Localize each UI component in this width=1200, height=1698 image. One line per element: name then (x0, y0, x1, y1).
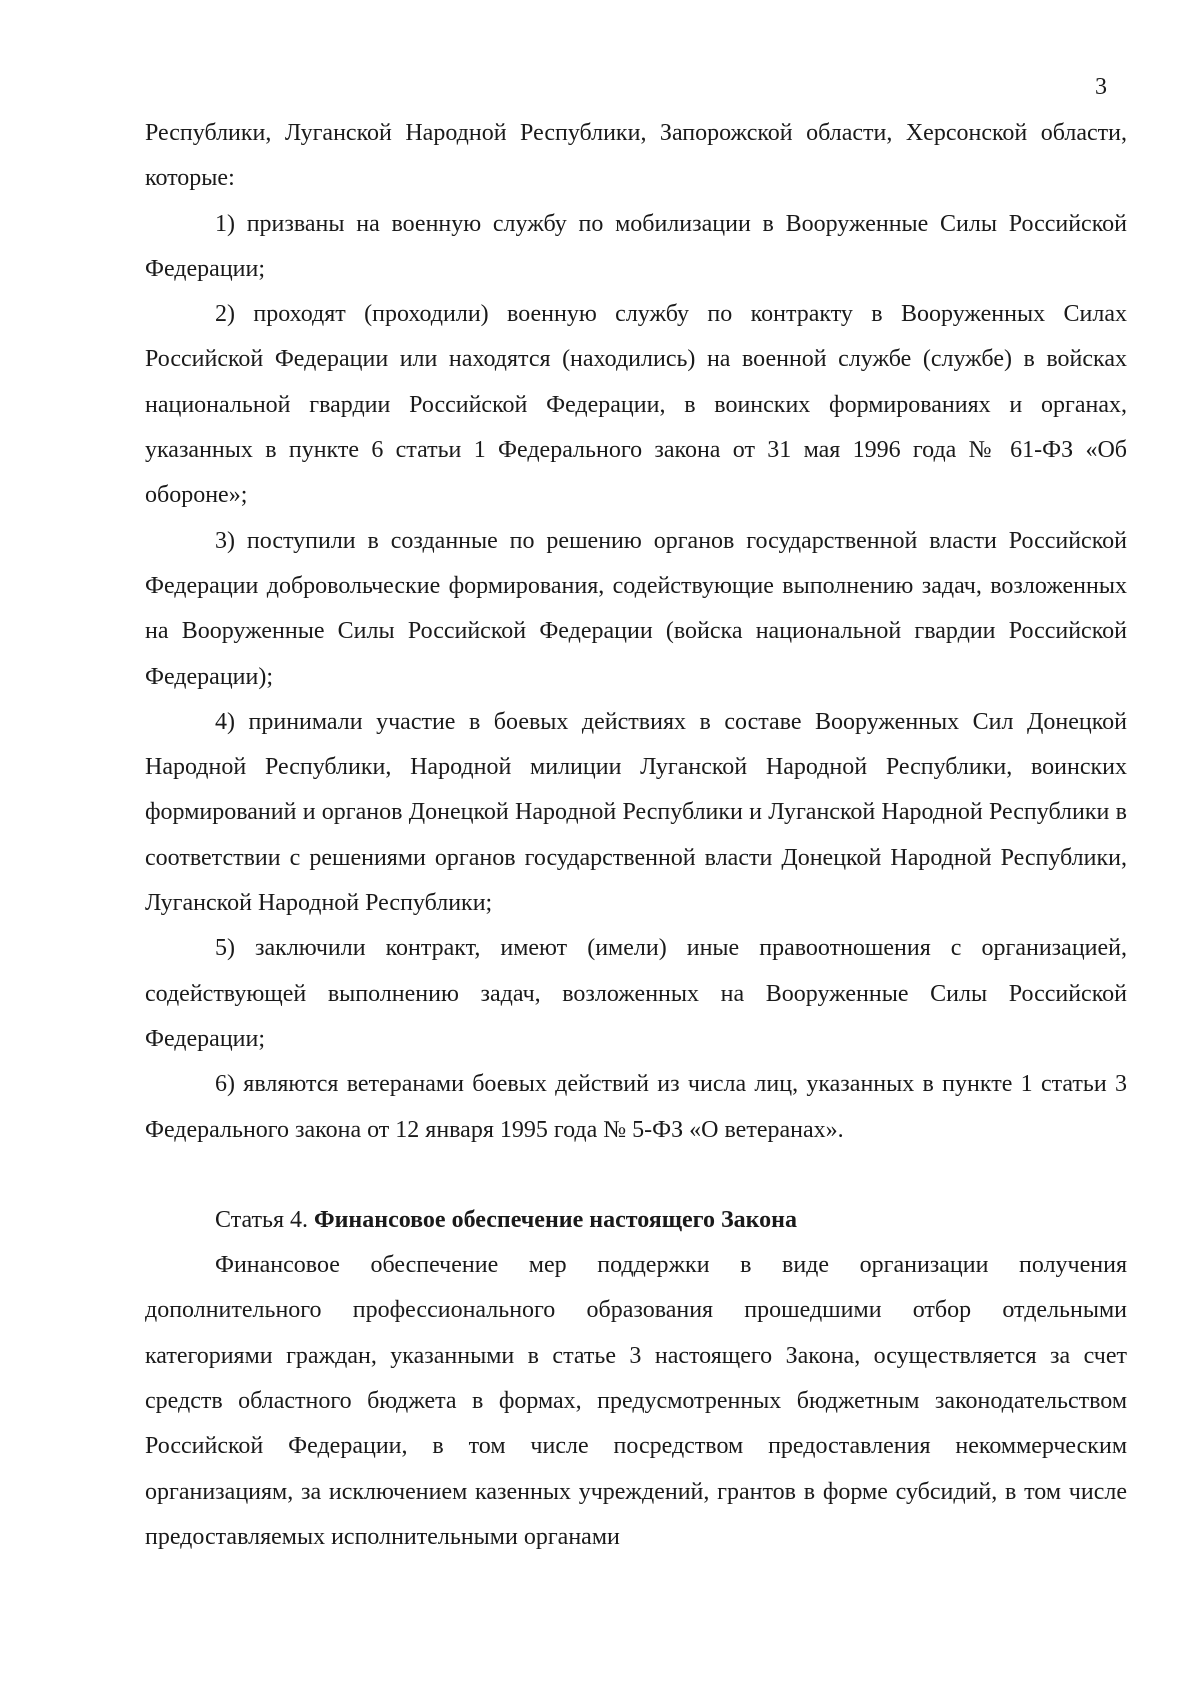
article-title: Финансовое обеспечение настоящего Закона (313, 1206, 797, 1233)
list-item-1: 1) призваны на военную службу по мобилизации в Вооруженные Силы Российской Федерации; (145, 210, 1127, 282)
article-label: Статья 4. (215, 1206, 308, 1233)
list-item-4: 4) принимали участие в боевых действиях в составе Вооруженных Сил Донецкой Народной Республики, Народной милиции Луганской Народной Республики, воинских формирований и органов Донецкой Народной Республики и Луганской Народной Республики в соответствии с решениями органов государственной власти Донецкой Народной Республики, Луганской Народной Республики; (145, 708, 1127, 917)
list-item-6: 6) являются ветеранами боевых действий из числа лиц, указанных в пункте 1 статьи 3 Федерального закона от 12 января 1995 года № 5-ФЗ «О ветеранах». (145, 1071, 1127, 1143)
article-body: Финансовое обеспечение мер поддержки в виде организации получения дополнительного профессионального образования прошедшими отбор отдельными категориями граждан, указанными в статье 3 настоящего Закона, осуществляется за счет средств областного бюджета в формах, предусмотренных бюджетным законодательством Российской Федерации, в том числе посредством предоставления некоммерческим организациям, за исключением казенных учреждений, грантов в форме субсидий, в том числе предоставляемых исполнительными органами (145, 1252, 1127, 1550)
page-number: 3 (1095, 74, 1107, 100)
list-item-5: 5) заключили контракт, имеют (имели) иные правоотношения с организацией, содействующей выполнению задач, возложенных на Вооруженные Силы Российской Федерации; (145, 935, 1127, 1052)
section-spacer (145, 1153, 1127, 1198)
list-item-2: 2) проходят (проходили) военную службу по контракту в Вооруженных Силах Российской Федерации или находятся (находились) на военной службе (службе) в войсках национальной гвардии Российской Федерации, в воинских формированиях и органах, указанных в пункте 6 статьи 1 Федерального закона от 31 мая 1996 года № 61-ФЗ «Об обороне»; (145, 301, 1127, 509)
paragraph-intro: Республики, Луганской Народной Республики, Запорожской области, Херсонской области, которые: (145, 120, 1127, 192)
article-heading (145, 1198, 1127, 1243)
list-item-3: 3) поступили в созданные по решению органов государственной власти Российской Федерации добровольческие формирования, содействующие выполнению задач, возложенных на Вооруженные Силы Российской Федерации (войска национальной гвардии Российской Федерации); (145, 527, 1127, 690)
document-body (145, 111, 1127, 1560)
